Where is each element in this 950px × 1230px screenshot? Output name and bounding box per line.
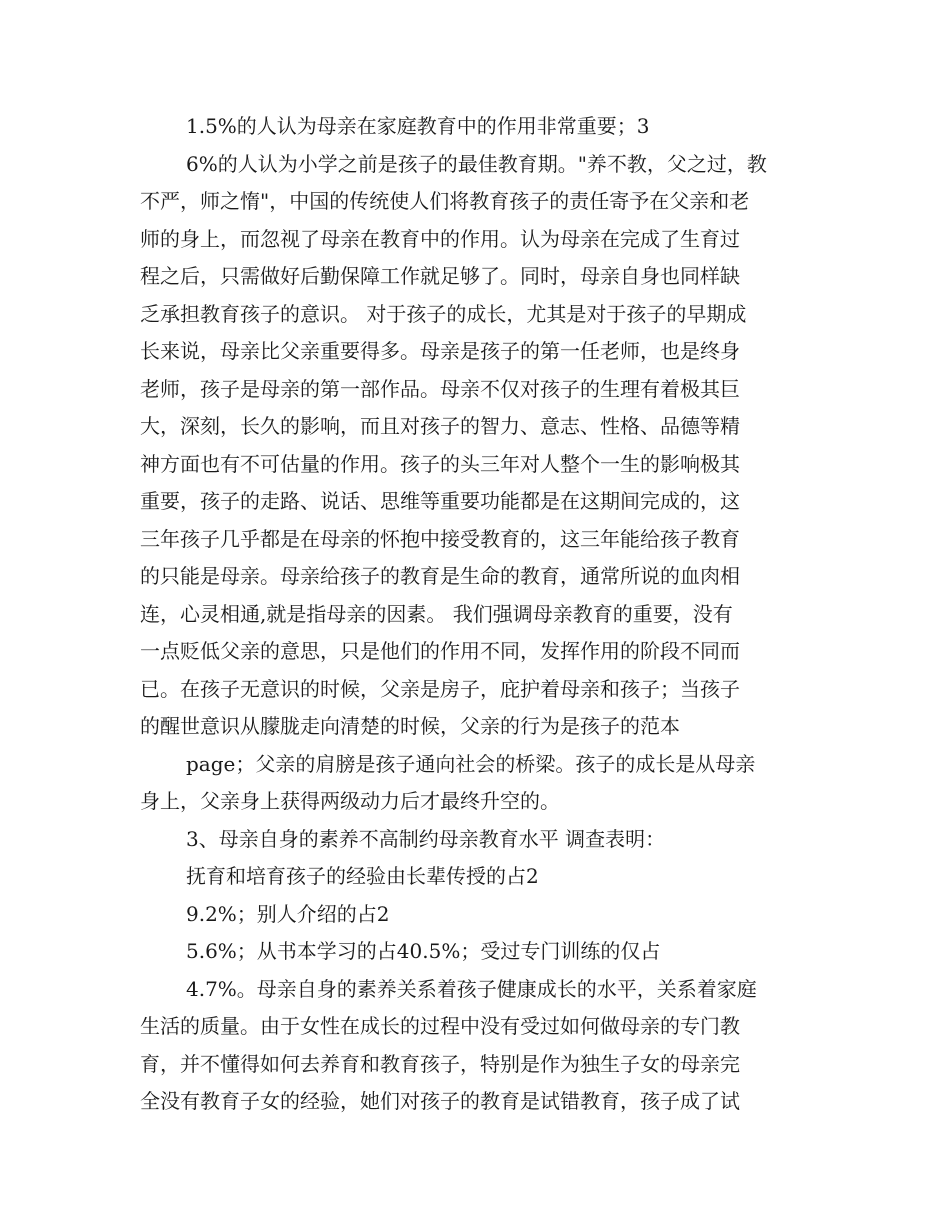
text-line: 已。在孩子无意识的时候，父亲是房子，庇护着母亲和孩子；当孩子 — [140, 677, 740, 701]
text-line: 神方面也有不可估量的作用。孩子的头三年对人整个一生的影响极其 — [140, 452, 740, 476]
text-line: 的醒世意识从朦胧走向清楚的时候，父亲的行为是孩子的范本 — [140, 714, 680, 738]
text-line: 长来说，母亲比父亲重要得多。母亲是孩子的第一任老师，也是终身 — [140, 339, 740, 363]
text-line: 师的身上，而忽视了母亲在教育中的作用。认为母亲在完成了生育过 — [140, 227, 740, 251]
text-line: 不严，师之惰"，中国的传统使人们将教育孩子的责任寄予在父亲和老 — [140, 189, 750, 213]
text-line: 1.5%的人认为母亲在家庭教育中的作用非常重要；3 — [186, 114, 650, 138]
text-line: 三年孩子几乎都是在母亲的怀抱中接受教育的，这三年能给孩子教育 — [140, 527, 740, 551]
text-line: 9.2%；别人介绍的占2 — [186, 902, 390, 926]
section-heading: 3、母亲自身的素养不高制约母亲教育水平 调查表明： — [186, 827, 666, 851]
text-line: 一点贬低父亲的意思，只是他们的作用不同，发挥作用的阶段不同而 — [140, 639, 740, 663]
text-line: 大，深刻，长久的影响，而且对孩子的智力、意志、性格、品德等精 — [140, 414, 740, 438]
text-line: 6%的人认为小学之前是孩子的最佳教育期。"养不教，父之过，教 — [186, 152, 767, 176]
text-line: 抚育和培育孩子的经验由长辈传授的占2 — [186, 864, 539, 888]
text-line: 老师，孩子是母亲的第一部作品。母亲不仅对孩子的生理有着极其巨 — [140, 377, 740, 401]
text-line: 育，并不懂得如何去养育和教育孩子，特别是作为独生子女的母亲完 — [140, 1052, 740, 1076]
text-line: 4.7%。母亲自身的素养关系着孩子健康成长的水平，关系着家庭 — [186, 977, 757, 1001]
text-line: 的只能是母亲。母亲给孩子的教育是生命的教育，通常所说的血肉相 — [140, 564, 740, 588]
text-line: page；父亲的肩膀是孩子通向社会的桥梁。孩子的成长是从母亲 — [186, 752, 756, 776]
text-line: 全没有教育子女的经验，她们对孩子的教育是试错教育，孩子成了试 — [140, 1089, 740, 1113]
text-line: 重要，孩子的走路、说话、思维等重要功能都是在这期间完成的，这 — [140, 489, 740, 513]
text-line: 程之后，只需做好后勤保障工作就足够了。同时，母亲自身也同样缺 — [140, 264, 740, 288]
text-line: 连，心灵相通,就是指母亲的因素。 我们强调母亲教育的重要，没有 — [140, 602, 733, 626]
text-line: 5.6%；从书本学习的占40.5%；受过专门训练的仅占 — [186, 939, 661, 963]
text-line: 生活的质量。由于女性在成长的过程中没有受过如何做母亲的专门教 — [140, 1014, 740, 1038]
text-line: 身上，父亲身上获得两级动力后才最终升空的。 — [140, 789, 560, 813]
text-line: 乏承担教育孩子的意识。 对于孩子的成长，尤其是对于孩子的早期成 — [140, 302, 747, 326]
